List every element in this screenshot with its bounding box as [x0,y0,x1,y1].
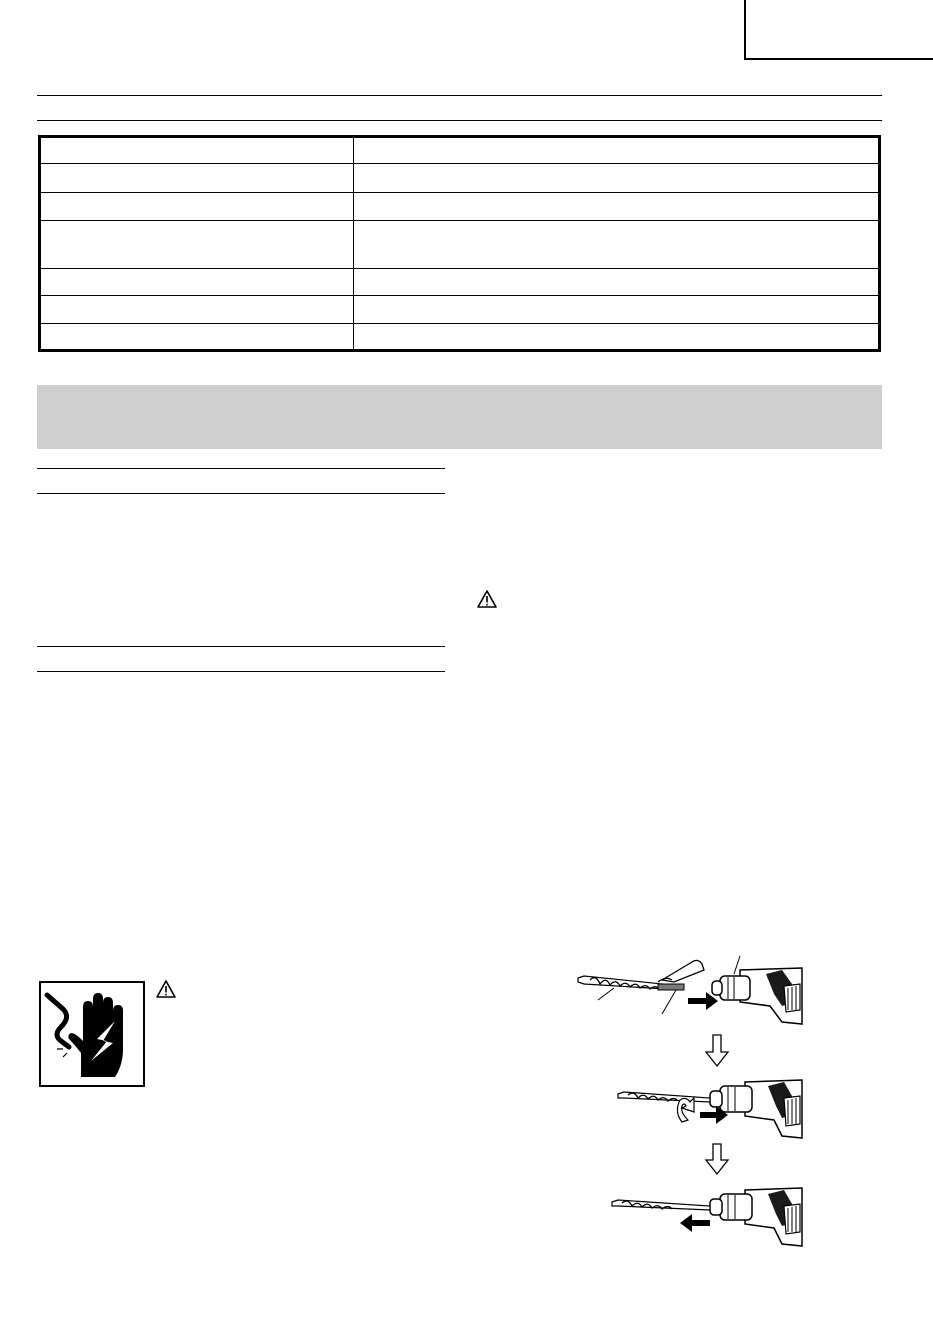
spec-value-4 [354,221,878,269]
section-banner [37,385,882,449]
subsection-1-rule-bottom [37,493,445,494]
spec-value-7 [354,324,878,349]
spec-value-2 [354,164,878,193]
spec-label-5 [41,269,354,296]
spec-value-5 [354,269,878,296]
warning-triangle-icon [477,590,497,608]
spec-label-2 [41,164,354,193]
heading-rule-bottom [37,120,882,121]
language-tab [744,0,933,60]
shock-warning-triangle-icon [156,980,176,998]
spec-value-1 [354,138,878,164]
spec-label-3 [41,193,354,221]
spec-label-6 [41,296,354,324]
drill-bit-installation-figure [570,940,815,1260]
electric-shock-warning-box [39,981,145,1087]
electric-shock-hand-icon [41,983,143,1085]
spec-label-7 [41,324,354,349]
hollow-down-arrow-icon [706,1035,728,1066]
subsection-2-rule-top [37,646,445,647]
figure-step-1 [578,956,802,1024]
spec-label-4 [41,221,354,269]
subsection-2-rule-bottom [37,671,445,672]
spec-label-1 [41,138,354,164]
specification-table [38,135,881,352]
figure-step-3 [612,1188,802,1246]
subsection-1-rule-top [37,468,445,469]
heading-rule-top [37,95,882,96]
spec-value-3 [354,193,878,221]
figure-step-2 [618,1080,802,1138]
hollow-down-arrow-icon [706,1144,728,1174]
spec-value-6 [354,296,878,324]
